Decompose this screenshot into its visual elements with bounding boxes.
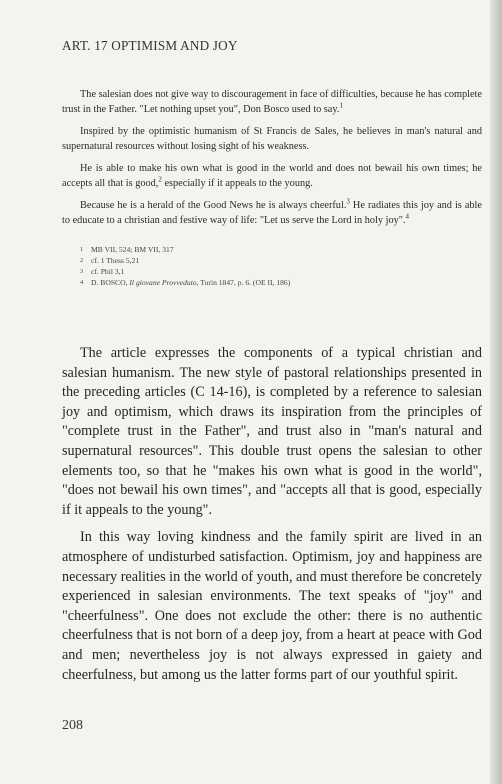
footnote-1 — [80, 244, 482, 255]
footnote-2 — [80, 255, 482, 266]
footnote-number: 1 — [80, 246, 84, 253]
constitution-article-text — [62, 88, 482, 228]
commentary-paragraph-1: The article expresses the components of a typical christian and salesian humanism. The new style of pastoral relationships presented in the preceding articles (C 14-16), is completed by a reference to salesian joy and optimism, which draws its inspiration from the principles of "complete trust in the Father", and trust also in "man's natural and supernatural resources". This double trust opens the salesian to other elements too, so that he "makes his own what is good in the world", "does not bewail his own times", and "accepts all that is good, especially if it appeals to the young". — [62, 345, 482, 518]
article-paragraph-2 — [62, 125, 482, 154]
footnote-ref: 3 — [346, 197, 350, 206]
page-edge-shadow — [490, 0, 502, 784]
footnote-ref: 1 — [339, 101, 343, 110]
footnote-text: MB VII, 524; BM VII, 317 — [91, 245, 174, 254]
article-paragraph-3 — [62, 162, 482, 191]
footnotes — [80, 244, 482, 288]
page-number: 208 — [62, 718, 83, 733]
footnote-text: cf. Phil 3,1 — [91, 267, 125, 276]
footnote-ref: 2 — [158, 175, 162, 184]
article-heading: ART. 17 OPTIMISM AND JOY — [62, 38, 238, 53]
article-paragraph-4 — [62, 199, 482, 228]
footnote-text: cf. 1 Thess 5,21 — [91, 256, 140, 265]
footnote-text: Turin 1847, p. 6. (OE II, 186) — [198, 278, 291, 287]
footnote-text: D. BOSCO, — [91, 278, 130, 287]
paragraph-text: Because he is a herald of the Good News he is always cheerful. — [80, 200, 347, 211]
paragraph-text: He radiates this joy and is able to educate to a christian and festive way of life: "Let us serve the Lord in holy joy". — [62, 200, 482, 226]
footnote-4 — [80, 277, 482, 288]
paragraph-text: He is able to make his own what is good in the world and does not bewail his own times; he accepts all that is good, — [62, 163, 482, 189]
paragraph-text: The salesian does not give way to discouragement in face of difficulties, because he has complete trust in the Father. "Let nothing upset you", Don Bosco used to say. — [62, 89, 482, 115]
commentary-paragraph-2: In this way loving kindness and the family spirit are lived in an atmosphere of undisturbed satisfaction. Optimism, joy and happiness are necessary realities in the world of youth, and must therefore be concretely experienced in salesian environments. The text speaks of "joy" and "cheerfulness". One does not exclude the other: there is no authentic cheerfulness that is not born of a deep joy, from a heart at peace with God and men; nevertheless joy is not always expressed in gaiety and cheerfulness, but among us the latter forms part of our youthful spirit. — [62, 529, 482, 683]
footnote-number: 2 — [80, 257, 84, 264]
book-page — [62, 38, 482, 693]
footnote-number: 4 — [80, 279, 84, 286]
commentary — [62, 344, 482, 685]
footnote-number: 3 — [80, 268, 84, 275]
paragraph-text: especially if it appeals to the young. — [161, 177, 313, 189]
footnote-ref: 4 — [405, 212, 410, 221]
article-paragraph-1 — [62, 88, 482, 117]
footnote-book-title: Il giovane Provveduto, — [129, 278, 199, 287]
footnote-3 — [80, 266, 482, 277]
paragraph-text: Inspired by the optimistic humanism of St Francis de Sales, he believes in man's natural and supernatural resources without losing sight of his weakness. — [62, 126, 482, 152]
